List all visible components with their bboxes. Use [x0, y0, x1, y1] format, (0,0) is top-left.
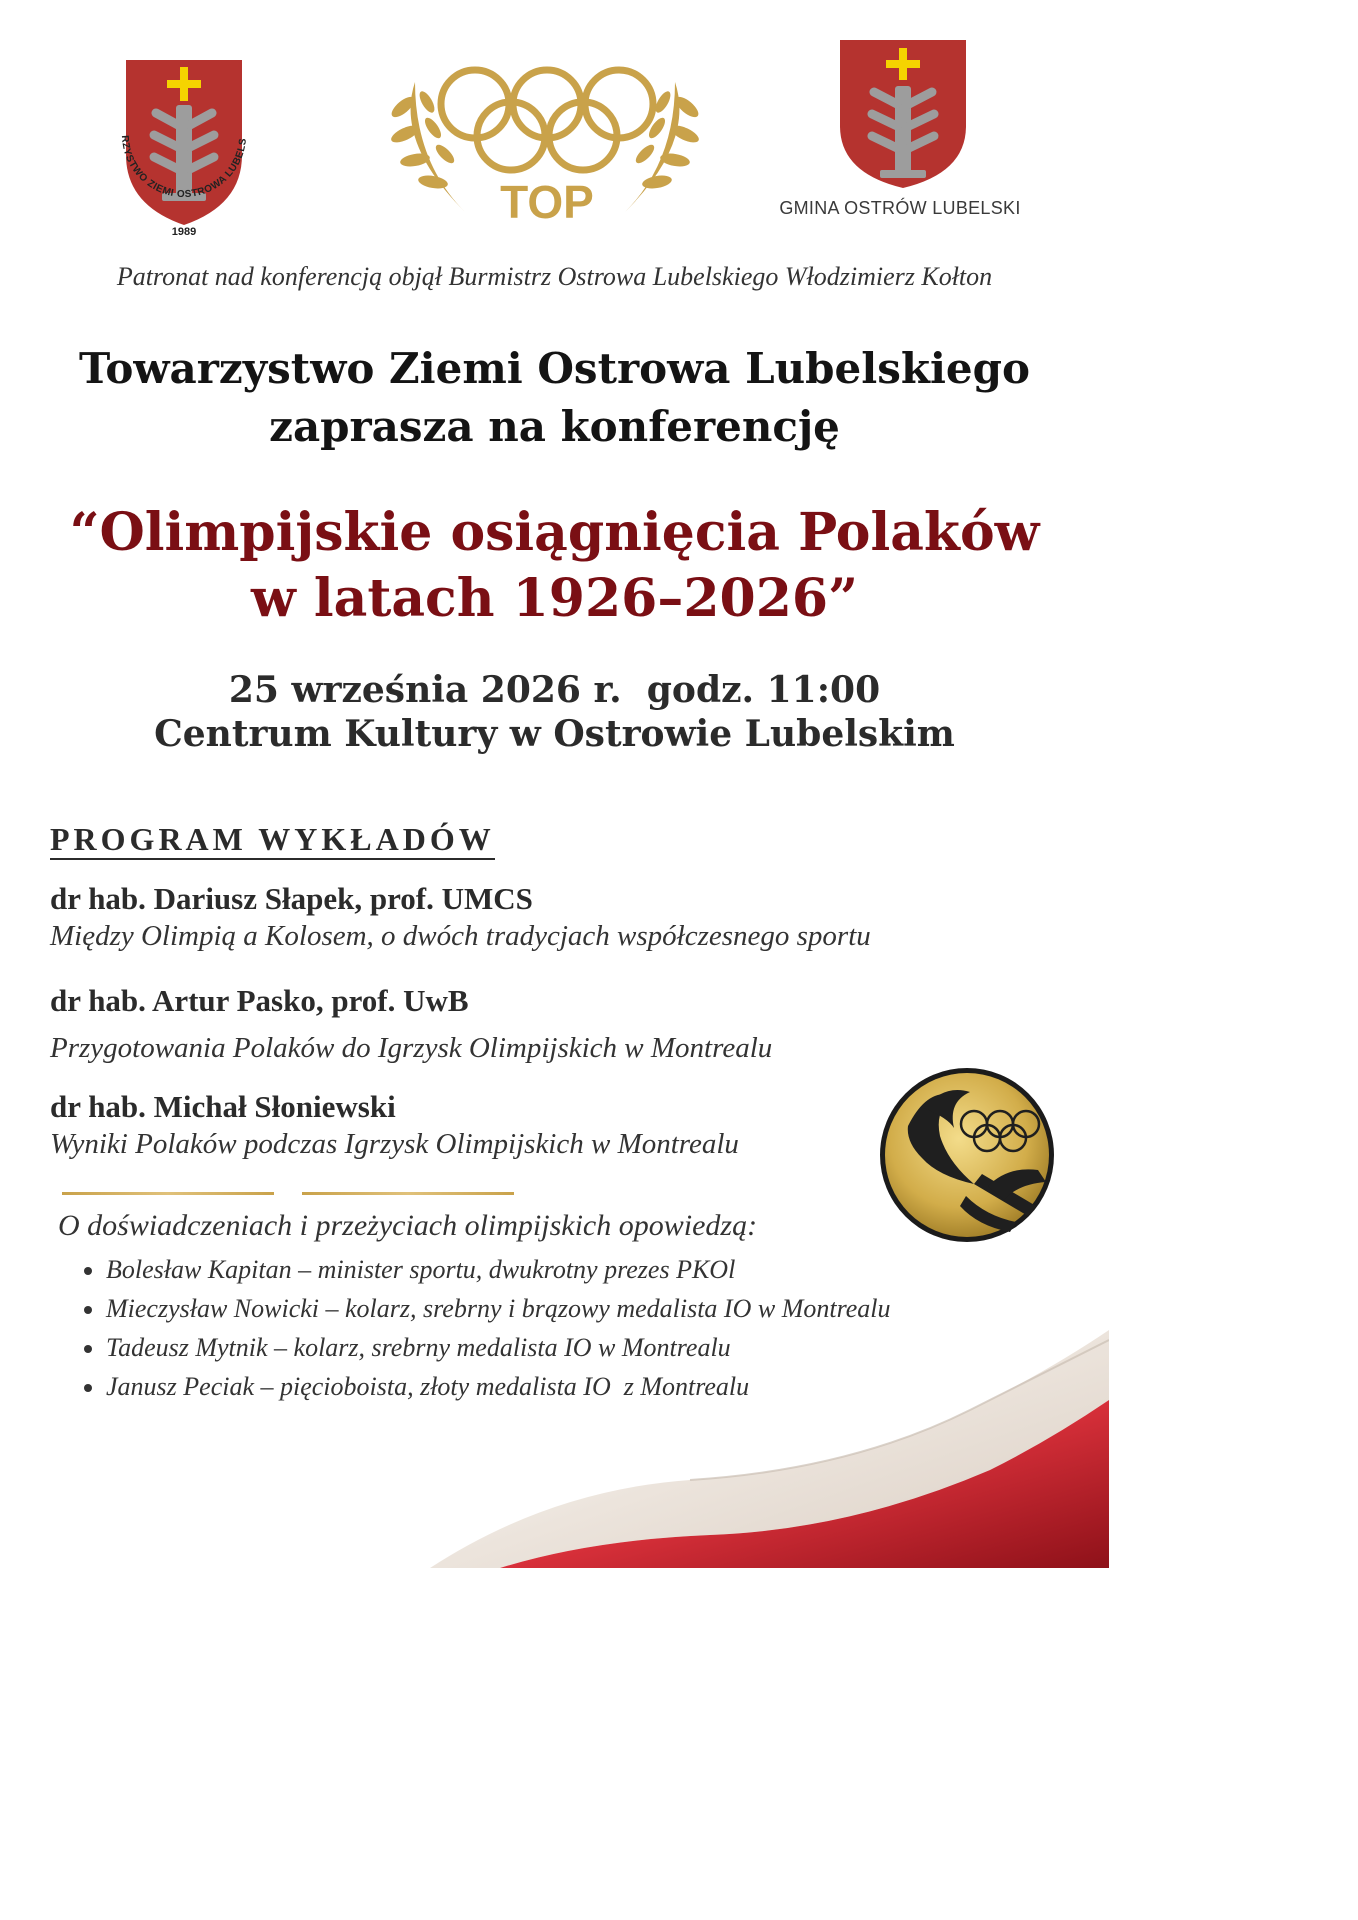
organizer-line-2: zaprasza na konferencję: [269, 402, 840, 451]
gmina-logo: [770, 36, 1030, 226]
lecture-topic: Wyniki Polaków podczas Igrzysk Olimpijskich w Montrealu: [50, 1128, 739, 1160]
speaker-item: • Bolesław Kapitan – minister sportu, dwukrotny prezes PKOl: [106, 1250, 891, 1289]
top-logo: [375, 62, 715, 232]
lecture-topic: Przygotowania Polaków do Igrzysk Olimpijskich w Montrealu: [50, 1032, 773, 1064]
gmina-label: GMINA OSTRÓW LUBELSKI: [779, 198, 1021, 218]
conference-title: [0, 500, 1109, 632]
speaker-item: • Tadeusz Mytnik – kolarz, srebrny medalista IO w Montrealu: [106, 1328, 891, 1367]
olympic-rings-laurel-icon: [375, 62, 715, 232]
lecture-item: [50, 880, 871, 954]
lecturer-name: dr hab. Dariusz Słapek, prof. UMCS: [50, 881, 533, 916]
gmina-crest-icon: [838, 38, 968, 190]
patronage-text: Patronat nad konferencją objął Burmistrz Ostrowa Lubelskiego Włodzimierz Kołton: [116, 262, 993, 291]
date-venue: [0, 668, 1109, 756]
organizer-line-1: Towarzystwo Ziemi Ostrowa Lubelskiego: [78, 344, 1031, 393]
top-logo-text: TOP: [500, 176, 594, 228]
lecture-item: [50, 982, 772, 1066]
date-time: 25 września 2026 r. godz. 11:00: [228, 669, 881, 711]
polish-flag-ribbon-icon: [430, 1330, 1109, 1568]
olympic-medal-icon: [878, 1066, 1056, 1244]
divider-line: [302, 1192, 514, 1195]
speaker-item: • Janusz Peciak – pięcioboista, złoty medalista IO z Montrealu: [106, 1367, 891, 1406]
society-crest-icon: [104, 55, 264, 245]
program-heading: PROGRAM WYKŁADÓW: [50, 820, 495, 860]
conference-title-line-1: “Olimpijskie osiągnięcia Polaków: [69, 502, 1040, 563]
society-logo: [104, 55, 264, 245]
organizer-heading: [0, 340, 1109, 456]
lecture-topic: Między Olimpią a Kolosem, o dwóch tradycjach współczesnego sportu: [50, 920, 871, 952]
olympic-medal: [878, 1066, 1056, 1244]
venue: Centrum Kultury w Ostrowie Lubelskim: [154, 713, 955, 755]
flag-ribbon: [430, 1330, 1109, 1568]
society-year: 1989: [171, 226, 197, 238]
conference-title-line-2: w latach 1926–2026”: [251, 568, 858, 629]
testimonies-intro: O doświadczeniach i przeżyciach olimpijskich opowiedzą:: [58, 1209, 758, 1242]
divider-line: [62, 1192, 274, 1195]
lecture-item: [50, 1088, 739, 1162]
speaker-item: • Mieczysław Nowicki – kolarz, srebrny i brązowy medalista IO w Montrealu: [106, 1289, 891, 1328]
society-ring-text: RZYSTWO ZIEMI OSTROWA LUBELS: [118, 134, 249, 201]
lecturer-name: dr hab. Artur Pasko, prof. UwB: [50, 983, 469, 1018]
lecturer-name: dr hab. Michał Słoniewski: [50, 1089, 396, 1124]
